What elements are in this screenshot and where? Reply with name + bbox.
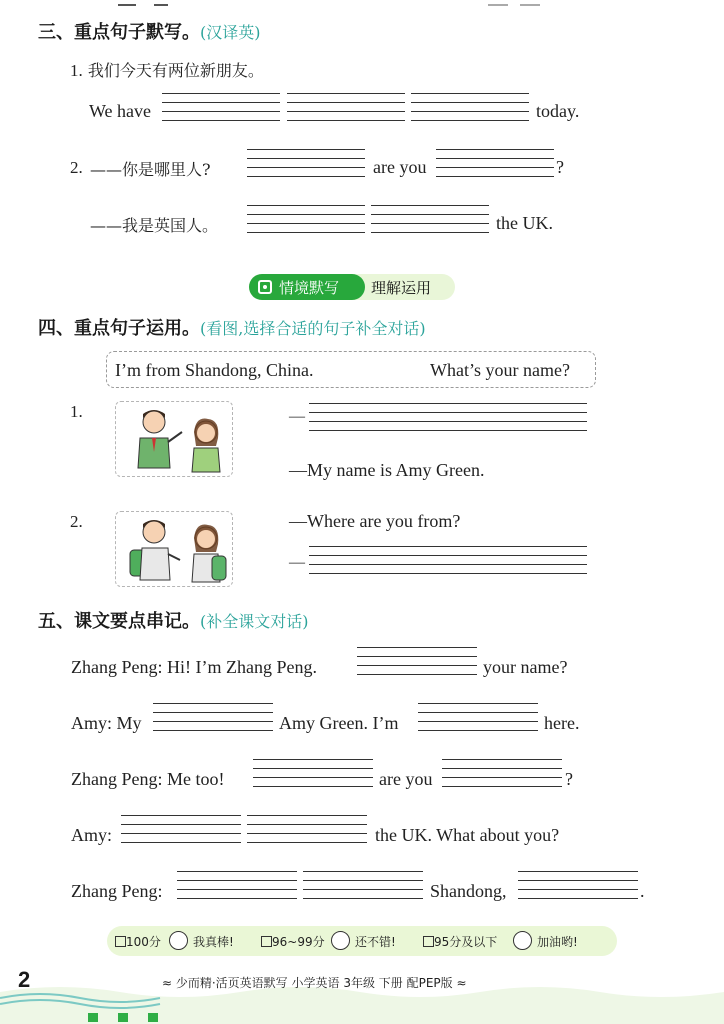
section-banner (249, 274, 455, 300)
s3-q2-chinese-question: ——你是哪里人? (90, 160, 211, 179)
s5-line1-text: Zhang Peng: Hi! I’m Zhang Peng. (71, 657, 317, 677)
footer-square (118, 1013, 128, 1022)
s5-line4-text: Amy: (71, 825, 113, 845)
smiley-face-icon (169, 931, 188, 950)
score-text-2: 还不错! (355, 935, 396, 949)
s4-q2-question: —Where are you from? (289, 511, 461, 531)
checkbox[interactable] (261, 936, 272, 947)
section4-heading (38, 314, 426, 340)
s3-q2-question-mark: ? (556, 157, 564, 177)
banner-label-1: 情境默写 (279, 279, 340, 297)
section4-title: 四、重点句子运用。 (38, 318, 200, 339)
s3-q2-mid2: the UK. (496, 213, 553, 233)
writing-lines[interactable] (303, 871, 423, 899)
writing-lines[interactable] (253, 759, 373, 787)
s5-line3-text: Zhang Peng: Me too! (71, 769, 225, 789)
top-mark (154, 4, 168, 6)
smiley-face-icon (331, 931, 350, 950)
section5-heading (38, 607, 309, 633)
writing-lines[interactable] (247, 149, 365, 177)
s5-line3-end: ? (565, 769, 573, 789)
writing-lines[interactable] (411, 93, 529, 121)
illustration-kids-talking (115, 511, 233, 587)
s4-q1-dash: — (289, 408, 305, 425)
writing-lines[interactable] (247, 815, 367, 843)
score-option-95-below[interactable]: 95分及以下 (423, 933, 497, 950)
score-text-1: 我真棒! (193, 935, 234, 949)
page-number: 2 (18, 967, 31, 992)
footer-square (88, 1013, 98, 1022)
checkbox[interactable] (115, 936, 126, 947)
kids-talking-icon (116, 512, 234, 588)
s5-line5-text: Zhang Peng: (71, 881, 163, 901)
writing-lines[interactable] (436, 149, 554, 177)
writing-lines[interactable] (371, 205, 489, 233)
s5-line1-end: your name? (483, 657, 568, 677)
s3-q1-chinese: 我们今天有两位新朋友。 (87, 61, 264, 80)
s3-q2-mid1: are you (373, 157, 427, 177)
writing-lines[interactable] (357, 647, 477, 675)
checkbox[interactable] (423, 936, 434, 947)
writing-lines[interactable] (177, 871, 297, 899)
writing-lines[interactable] (309, 546, 587, 574)
banner-icon (258, 280, 272, 294)
illustration-kids-greeting (115, 401, 233, 477)
footer-square (148, 1013, 158, 1022)
s5-line2-end: here. (544, 713, 580, 733)
writing-lines[interactable] (121, 815, 241, 843)
top-mark (118, 4, 136, 6)
top-mark (488, 4, 508, 6)
s5-line5-mid: Shandong, (430, 881, 507, 901)
cheer-face-icon (513, 931, 532, 950)
score-text-3: 加油哟! (537, 935, 578, 949)
s3-q1-prompt (70, 58, 264, 81)
section4-note: (看图,选择合适的句子补全对话) (200, 319, 426, 338)
writing-lines[interactable] (309, 403, 587, 431)
s3-q1-prefix: We have (89, 101, 152, 121)
option-1[interactable]: I’m from Shandong, China. (115, 360, 314, 380)
s3-q1-suffix: today. (536, 101, 580, 121)
s4-q2-number: 2. (70, 512, 83, 531)
s4-q2-dash: — (289, 554, 305, 571)
writing-lines[interactable] (518, 871, 638, 899)
writing-lines[interactable] (418, 703, 538, 731)
s5-line2-mid: Amy Green. I’m (279, 713, 399, 733)
options-box (106, 351, 596, 388)
writing-lines[interactable] (287, 93, 405, 121)
score-option-96-99[interactable]: 96~99分 (261, 933, 325, 950)
s5-line4-end: the UK. What about you? (375, 825, 560, 845)
top-mark (520, 4, 540, 6)
s5-line3-mid: are you (379, 769, 433, 789)
section5-title: 五、课文要点串记。 (38, 611, 200, 632)
section3-title: 三、重点句子默写。 (38, 22, 200, 43)
s3-q1-number: 1. (70, 61, 83, 80)
writing-lines[interactable] (162, 93, 280, 121)
section5-note: (补全课文对话) (200, 612, 309, 631)
writing-lines[interactable] (442, 759, 562, 787)
s3-q2-number: 2. (70, 158, 83, 177)
writing-lines[interactable] (153, 703, 273, 731)
option-2[interactable]: What’s your name? (430, 360, 570, 380)
score-option-100[interactable]: 100分 (115, 933, 161, 950)
s3-q2-chinese-answer: ——我是英国人。 (90, 216, 219, 235)
s4-q1-number: 1. (70, 402, 83, 421)
writing-lines[interactable] (247, 205, 365, 233)
self-score-bar (107, 926, 617, 956)
banner-green-part (249, 274, 365, 300)
s5-line5-end: . (640, 881, 645, 901)
s4-q1-answer: —My name is Amy Green. (289, 460, 485, 480)
banner-label-2: 理解运用 (371, 279, 432, 297)
kids-greeting-icon (116, 402, 234, 478)
section3-note: (汉译英) (200, 23, 261, 42)
s5-line2-text: Amy: My (71, 713, 142, 733)
section3-heading (38, 18, 261, 44)
footer-text: ≈ 少而精·活页英语默写 小学英语 3年级 下册 配PEP版 ≈ (162, 976, 467, 990)
